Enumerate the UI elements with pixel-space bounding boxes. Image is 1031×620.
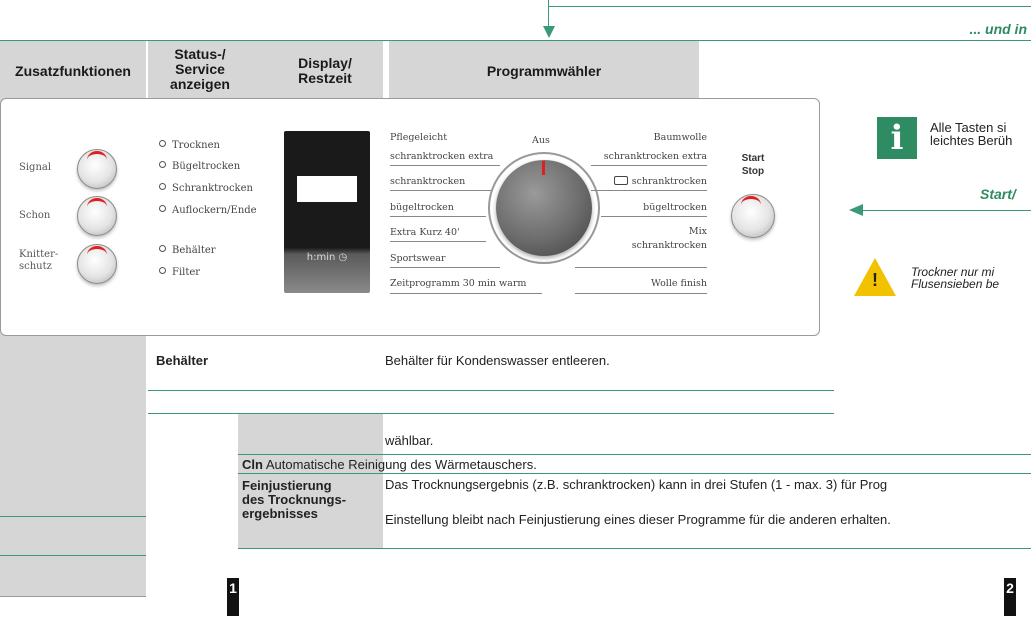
fein-text-2: Einstellung bleibt nach Feinjustierung eines dieser Programme für die anderen erhalten. — [385, 512, 891, 527]
cln-row — [242, 457, 537, 472]
row-line — [238, 473, 1031, 474]
info-text: Alle Tasten si leichtes Berüh — [930, 120, 1013, 148]
prog-sportswear: Sportswear — [390, 253, 446, 264]
top-banner: ... und in — [969, 21, 1027, 37]
left-row-line — [0, 516, 146, 517]
prog-mix: Mix — [688, 226, 707, 237]
cln-text: Automatische Reinigung des Wärmetauschers. — [265, 457, 537, 472]
control-panel — [0, 98, 820, 336]
display-screen — [284, 131, 370, 293]
page-number-1: 1 — [227, 578, 239, 616]
behaelter-label: Behälter — [156, 353, 209, 368]
status-filter: Filter — [159, 267, 200, 278]
row-line — [238, 454, 1031, 455]
dial-aus-label: Aus — [532, 135, 550, 146]
left-bottom-line — [0, 596, 146, 597]
row-line — [148, 390, 834, 391]
prog-line — [390, 165, 500, 166]
prog-line — [591, 165, 707, 166]
info-icon: i — [877, 117, 917, 159]
cupboard-icon — [614, 176, 628, 185]
prog-baumwolle: Baumwolle — [653, 132, 707, 143]
prog-left-schranktrocken: schranktrocken — [390, 176, 466, 187]
display-window — [297, 176, 357, 202]
prog-line — [591, 190, 707, 191]
start-arrow-line — [860, 210, 1031, 211]
prog-line — [390, 267, 500, 268]
status-buegeltrocken: Bügeltrocken — [159, 161, 240, 172]
prog-extra-kurz: Extra Kurz 40' — [390, 227, 460, 238]
down-arrow-icon — [543, 26, 555, 38]
display-hmin-label: h:min ◷ — [306, 252, 348, 263]
prog-line — [390, 293, 542, 294]
fein-text-1: Das Trocknungsergebnis (z.B. schranktrocken) kann in drei Stufen (1 - max. 3) für Prog — [385, 477, 888, 492]
signal-button[interactable] — [77, 149, 117, 189]
signal-label: Signal — [19, 162, 52, 173]
prog-line — [575, 267, 707, 268]
row-line — [238, 548, 1031, 549]
prog-line — [390, 190, 500, 191]
behaelter-text: Behälter für Kondenswasser entleeren. — [385, 353, 610, 368]
row-line — [148, 413, 834, 414]
header-zusatzfunktionen: Zusatzfunktionen — [15, 63, 131, 79]
status-trocknen: Trocknen — [159, 140, 220, 151]
header-status-service: Status-/ Service anzeigen — [170, 46, 230, 92]
prog-line — [601, 216, 707, 217]
status-behaelter: Behälter — [159, 245, 216, 256]
start-stop-button[interactable] — [731, 194, 775, 238]
prog-line — [575, 293, 707, 294]
prog-right-schranktrocken: schranktrocken — [614, 176, 707, 187]
prog-right-buegeltrocken: bügeltrocken — [643, 202, 707, 213]
prog-pflegeleicht: Pflegeleicht — [390, 132, 448, 143]
header-display-restzeit: Display/ Restzeit — [298, 55, 352, 86]
prog-line — [390, 241, 486, 242]
knitterschutz-button[interactable] — [77, 244, 117, 284]
status-schranktrocken: Schranktrocken — [159, 183, 253, 194]
prog-mix-schranktrocken: schranktrocken — [631, 240, 707, 251]
prog-left-buegeltrocken: bügeltrocken — [390, 202, 454, 213]
page-number-2: 2 — [1004, 578, 1016, 616]
prog-right-schranktrocken-extra: schranktrocken extra — [603, 151, 707, 162]
schon-button[interactable] — [77, 196, 117, 236]
clock-icon: ◷ — [338, 252, 348, 263]
top-connector-vertical — [548, 0, 549, 28]
prog-line — [390, 216, 486, 217]
status-auflockern-ende: Auflockern/Ende — [159, 205, 257, 216]
schon-label: Schon — [19, 210, 51, 221]
prog-wolle-finish: Wolle finish — [650, 278, 707, 289]
left-row-line — [0, 555, 146, 556]
warning-text: Trockner nur mi Flusensieben be — [911, 265, 1000, 291]
start-arrow-label: Start/ — [980, 186, 1016, 202]
waehlbar-text: wählbar. — [385, 433, 434, 448]
header-programmwaehler: Programmwähler — [486, 63, 602, 79]
warning-exclamation: ! — [872, 270, 878, 290]
left-arrow-icon — [849, 204, 863, 216]
feinjustierung-label: Feinjustierung des Trocknungs- ergebnisses — [242, 478, 347, 521]
start-stop-label: Start Stop — [741, 153, 765, 177]
knitterschutz-label: Knitter- schutz — [19, 249, 59, 272]
cln-label: Cln — [242, 457, 263, 472]
prog-left-schranktrocken-extra: schranktrocken extra — [390, 151, 494, 162]
prog-zeitprogramm: Zeitprogramm 30 min warm — [390, 278, 527, 289]
top-connector-horizontal — [548, 6, 1031, 7]
dial-red-marker — [542, 161, 545, 175]
